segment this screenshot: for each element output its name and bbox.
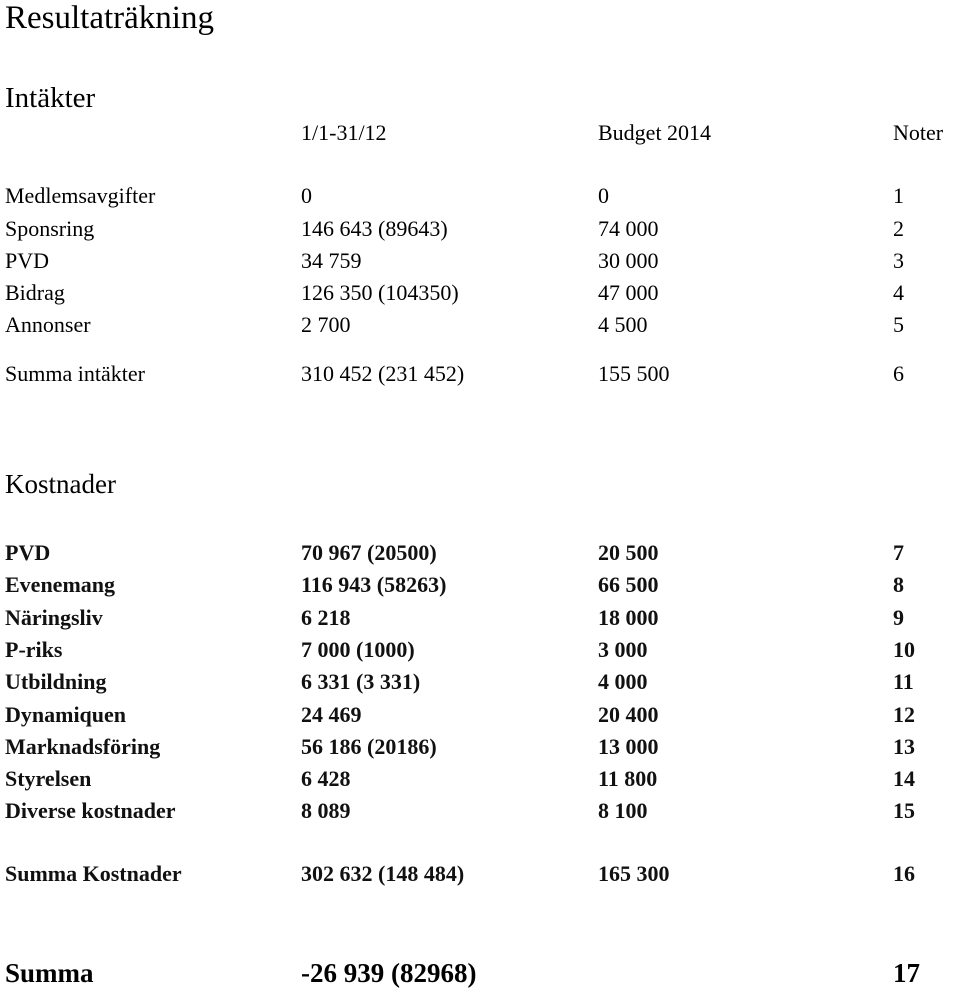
row-label: Utbildning [5,669,107,694]
row-label: Medlemsavgifter [5,183,156,208]
result-note: 17 [893,958,920,988]
row-note: 11 [893,669,914,694]
column-header-budget: Budget 2014 [598,120,712,145]
row-actual: 8 089 [301,798,351,823]
row-actual: 2 700 [301,312,351,337]
row-budget: 74 000 [598,216,659,241]
row-actual: 7 000 (1000) [301,637,415,662]
row-label: Diverse kostnader [5,798,176,823]
row-budget: 4 500 [598,312,648,337]
row-note: 9 [893,605,904,630]
row-actual: 56 186 (20186) [301,734,437,759]
row-actual: 24 469 [301,702,362,727]
row-budget: 0 [598,183,609,208]
costs-heading: Kostnader [5,469,116,499]
row-label: Dynamiquen [5,702,127,727]
row-note: 7 [893,540,904,565]
row-actual: 302 632 (148 484) [301,861,465,886]
row-label: Evenemang [5,572,115,597]
row-note: 5 [893,312,904,337]
table-row [0,764,960,794]
table-row [0,635,960,665]
row-actual: 116 943 (58263) [301,572,447,597]
table-row [0,732,960,762]
row-budget: 47 000 [598,280,659,305]
row-label: PVD [5,248,50,273]
table-row [0,181,960,211]
result-label: Summa [5,958,94,988]
row-actual: 6 331 (3 331) [301,669,421,694]
row-budget: 3 000 [598,637,648,662]
column-header-actual: 1/1-31/12 [301,120,387,145]
table-row [0,246,960,276]
row-actual: 6 428 [301,766,351,791]
row-note: 1 [893,183,904,208]
row-note: 12 [893,702,915,727]
row-label: Summa Kostnader [5,861,182,886]
row-actual: 310 452 (231 452) [301,361,465,386]
row-note: 14 [893,766,915,791]
result-actual: -26 939 (82968) [301,958,477,988]
row-budget: 165 300 [598,861,670,886]
table-row [0,214,960,244]
row-note: 8 [893,572,904,597]
costs-total-row [0,859,960,889]
table-row [0,278,960,308]
row-note: 4 [893,280,904,305]
row-label: Bidrag [5,280,65,305]
row-budget: 66 500 [598,572,659,597]
row-label: Summa intäkter [5,361,145,386]
row-actual: 0 [301,183,312,208]
row-note: 13 [893,734,915,759]
row-label: Styrelsen [5,766,92,791]
row-actual: 146 643 (89643) [301,216,448,241]
row-budget: 13 000 [598,734,659,759]
table-row [0,570,960,600]
row-label: P-riks [5,637,63,662]
page-title: Resultaträkning [5,0,214,36]
row-actual: 34 759 [301,248,362,273]
table-row [0,310,960,340]
income-heading: Intäkter [5,82,96,114]
row-budget: 30 000 [598,248,659,273]
table-row [0,538,960,568]
row-note: 2 [893,216,904,241]
row-actual: 70 967 (20500) [301,540,437,565]
column-header-note: Noter [893,120,944,145]
row-budget: 155 500 [598,361,670,386]
row-budget: 4 000 [598,669,648,694]
table-row [0,667,960,697]
row-label: Näringsliv [5,605,103,630]
column-header-row [0,118,960,148]
row-budget: 8 100 [598,798,648,823]
row-note: 6 [893,361,904,386]
table-row [0,700,960,730]
row-note: 16 [893,861,915,886]
row-note: 3 [893,248,904,273]
row-budget: 20 500 [598,540,659,565]
row-label: Sponsring [5,216,95,241]
row-budget: 11 800 [598,766,658,791]
row-note: 15 [893,798,915,823]
row-budget: 20 400 [598,702,659,727]
row-label: Annonser [5,312,91,337]
row-budget: 18 000 [598,605,659,630]
income-total-row [0,359,960,389]
row-label: PVD [5,540,51,565]
row-actual: 126 350 (104350) [301,280,459,305]
row-actual: 6 218 [301,605,351,630]
table-row [0,603,960,633]
row-note: 10 [893,637,915,662]
result-row [0,955,960,991]
table-row [0,796,960,826]
row-label: Marknadsföring [5,734,161,759]
